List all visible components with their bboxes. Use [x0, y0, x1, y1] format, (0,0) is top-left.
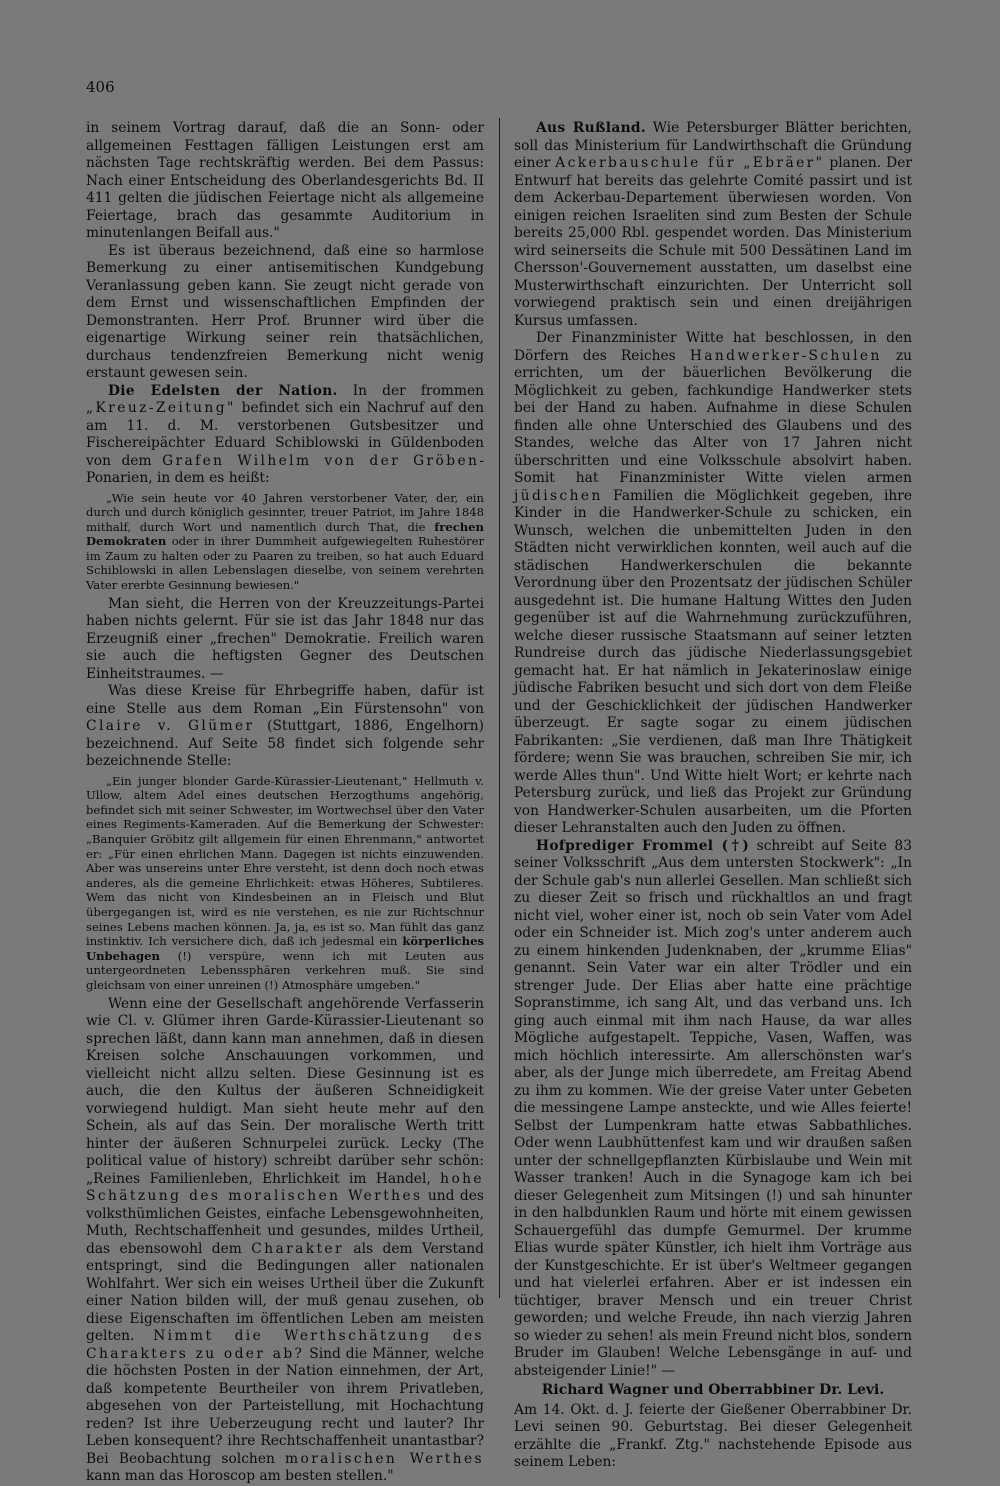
section-title: Richard Wagner und Oberrabbiner Dr. Levi.: [541, 1382, 885, 1398]
section-heading: Aus Rußland.: [536, 120, 646, 136]
block-quote: „Wie sein heute vor 40 Jahren verstorbener Vater, der, ein durch und durch königlich gesinnter, treuer Patriot, im Jahre 1848 mithalf, durch Wort und namentlich durch That, die frechen Demokraten oder in ihrer Dummheit aufgewiegelten Ruhestörer im Zaum zu halten oder zu Paaren zu treiben, so hat auch Eduard Schiblowski in allen Lebenslagen dieselbe, von seinem verehrten Vater ererbte Gesinnung bewiesen.": [86, 490, 484, 593]
paragraph: Wenn eine der Gesellschaft angehörende Verfasserin wie Cl. v. Glümer ihren Garde-Kürassier-Lieutenant so sprechen läßt, dann kann man annehmen, daß in diesen Kreisen solche Anschauungen vorkommen, und vielleicht nicht allzu selten. Diese Gesinnung ist es auch, die den Kultus der äußeren Schneidigkeit vorwiegend huldigt. Man sieht heute mehr auf den Schein, als auf das Sein. Der moralische Werth tritt hinter der äußeren Schnurpelei zurück. Lecky (The political value of history) schreibt darüber sehr schön: „Reines Familienleben, Ehrlichkeit im Handel, hohe Schätzung des moralischen Werthes und des volksthümlichen Geistes, einfache Lebensgewohnheiten, Muth, Rechtschaffenheit und gesundes, mildes Urtheil, das ebensowohl dem Charakter als dem Verstand entspringt, sind die Bedingungen aller nationalen Wohlfahrt. Wer sich ein weises Urtheil über die Zukunft einer Nation bilden will, der muß genau zusehen, ob diese Eigenschaften im öffentlichen Leben am meisten gelten. Nimmt die Werthschätzung des Charakters zu oder ab? Sind die Männer, welche die höchsten Posten in der Nation einnehmen, der Art, daß kompetente Beurtheiler von ihrem Privatleben, abgesehen von der Parteistellung, mit Hochachtung reden? Ist ihre Ueberzeugung recht und lauter? Ihr Leben konsequent? ihre Rechtschaffenheit unantastbar? Bei Beobachtung solchen moralischen Werthes kann man das Horoscop am besten stellen.": [86, 995, 485, 1485]
paragraph: Hofprediger Frommel (†) schreibt auf Seite 83 seiner Volksschrift „Aus dem untersten Stockwerk": „In der Schule gab's nun allerlei Gesellen. Man schließt sich zu dieser Zeit so frisch und rückhaltlos an und fragt nicht viel, woher einer ist, noch ob sein Vater vom Adel oder ein Schneider ist. Mich zog's unter anderem auch zu einem hinkenden Judenknaben, der „krumme Elias" genannt. Sein Vater war ein alter Trödler und ein strenger Jude. Der Elias aber hatte eine prächtige Sopranstimme, ich sang Alt, und das verband uns. Ich ging auch einmal mit ihm nach Hause, da war alles Mögliche aufgestapelt. Teppiche, Vasen, Waffen, was mich höchlich interessirte. Am allerschönsten war's aber, als der Junge mich überredete, am Freitag Abend zu ihm zu kommen. Wie der greise Vater unter Gebeten die messingene Lampe ansteckte, und wie Alles feierte! Selbst der Lumpenkram hatte etwas Sabbathliches. Oder wenn Laubhüttenfest kam und wir draußen saßen unter der schnellgepflanzten Kürbislaube und Wein mit Wasser tranken! Auch in die Synagoge kam ich bei dieser Gelegenheit zum Mitsingen (!) und sah hinunter in den halbdunklen Raum und hörte mit einem gewissen Schauergefühl das dumpfe Gemurmel. Der krumme Elias wurde später Künstler, ich hielt ihm Vorträge aus der Kunstgeschichte. Er ist über's Weltmeer gegangen und hat vielerlei erfahren. Aber er ist indessen ein tüchtiger, braver Mensch und ein treuer Christ geworden; und welche Freude, ihn nach vierzig Jahren so wieder zu sehen! als mein Freund nicht blos, sondern Bruder im Glauben! Welche Lebensgänge in auf- und absteigender Linie!" —: [514, 837, 912, 1379]
paragraph: Die Edelsten der Nation. In der frommen „Kreuz-Zeitung" befindet sich ein Nachruf auf den am 11. d. M. verstorbenen Gutsbesitzer und Fischereipächter Eduard Schiblowski in Güldenboden von dem Grafen Wilhelm von der Gröben-Ponarien, in dem es heißt:: [86, 382, 484, 486]
right-column: [514, 120, 912, 1472]
paragraph: Man sieht, die Herren von der Kreuzzeitungs-Partei haben nichts gelernt. Für sie ist das Jahr 1848 nur das Erzeugniß einer „frechen" Demokratie. Freilich waren sie auch die heftigsten Gegner des Deutschen Einheitstraumes. —: [86, 595, 484, 682]
column-rule: [499, 118, 500, 1298]
paragraph: Der Finanzminister Witte hat beschlossen, in den Dörfern des Reiches Handwerker-Schulen zu errichten, um der bäuerlichen Bevölkerung die Möglichkeit zu geben, fachkundige Handwerker stets bei der Hand zu haben. Aufnahme in diese Schulen finden alle ohne Unterschied des Glaubens und des Standes, welche das Alter von 17 Jahren nicht überschritten und eine Volksschule absolvirt haben. Somit hat Finanzminister Witte vielen armen jüdischen Familien die Möglichkeit gegeben, ihre Kinder in die Handwerker-Schule zu schicken, ein Wunsch, welchen die unbemittelten Juden in den Städten nicht verwirklichen konnten, weil auch auf die städischen Handwerkerschulen die bekannte Verordnung über den Prozentsatz der jüdischen Schüler ausgedehnt ist. Die humane Haltung Wittes den Juden gegenüber ist auf die Wahrnehmung zurückzuführen, welche dieser russische Staatsmann auf seiner letzten Rundreise durch das jüdische Niederlassungsgebiet gemacht hat. Er hat nämlich in Jekaterinoslaw einige jüdische Fabriken besucht und sich dort von dem Fleiße und der Geschicklichkeit der jüdischen Handwerker überzeugt. Er sagte sogar zu einem jüdischen Fabrikanten: „Sie verdienen, daß man Ihre Thätigkeit fördere; wenn Sie was brauchen, schreiben Sie mir, ich werde Alles thun". Und Witte hielt Wort; er kehrte nach Petersburg zurück, und ließ das Projekt zur Gründung von Handwerker-Schulen ausarbeiten, um die Pforten dieser Lehranstalten auch den Juden zu öffnen.: [514, 330, 913, 836]
block-quote: „Ein junger blonder Garde-Kürassier-Lieutenant," Hellmuth v. Ullow, altem Adel eines deutschen Herzogthums angehörig, befindet sich mit seiner Schwester, im Wortwechsel über den Vater eines Regiments-Kameraden. Auf die Bemerkung der Schwester: „Banquier Gröbitz gilt allgemein für einen Ehrenmann," antwortet er: „Für einen ehrlichen Mann. Dagegen ist nichts einzuwenden. Aber was unsereins unter Ehre versteht, ist denn doch noch etwas anderes, als die gemeine Ehrlichkeit: etwas Höheres, Subtileres. Wem das nicht von Kindesbeinen an in Fleisch und Blut übergegangen ist, wird es nie verstehen, es nie zur Richtschnur seines Lebens machen können. Ja, ja, es ist so. Man fühlt das ganz instinktiv. Ich versichere dich, daß ich jedesmal ein körperliches Unbehagen (!) verspüre, wenn ich mit Leuten aus untergeordneten Lebenssphären verkehren muß. Sie sind gleichsam von einer unreinen (!) Atmosphäre umgeben.": [86, 773, 484, 992]
paragraph: in seinem Vortrag darauf, daß die an Sonn- oder allgemeinen Festtagen fälligen Leistungen erst am nächsten Tage rechtskräftig werden. Bei dem Passus: Nach einer Entscheidung des Oberlandesgerichts Bd. II 411 gelten die jüdischen Feiertage nicht als allgemeine Feiertage, brach das gesammte Auditorium in minutenlangen Beifall aus.": [86, 120, 484, 241]
page-number: 406: [86, 78, 115, 96]
paragraph: Es ist überaus bezeichnend, daß eine so harmlose Bemerkung zu einer antisemitischen Kundgebung Veranlassung geben kann. Sie zeugt nicht gerade von dem Ernst und wissenschaftlichen Empfinden der Demonstranten. Herr Prof. Brunner wird über die eigenartige Wirkung seiner rein thatsächlichen, durchaus tendenzfreien Bemerkung nicht wenig erstaunt gewesen sein.: [86, 242, 484, 381]
section-heading: Die Edelsten der Nation.: [108, 382, 338, 399]
paragraph: Am 14. Okt. d. J. feierte der Gießener Oberrabbiner Dr. Levi seinen 90. Geburtstag. Bei dieser Gelegenheit erzählte die „Frankf. Ztg." nachstehende Episode aus seinem Leben:: [514, 1401, 912, 1470]
paragraph: Was diese Kreise für Ehrbegriffe haben, dafür ist eine Stelle aus dem Roman „Ein Fürstensohn" von Claire v. Glümer (Stuttgart, 1886, Engelhorn) bezeichnend. Auf Seite 58 findet sich folgende sehr bezeichnende Stelle:: [86, 683, 485, 770]
left-column: [86, 120, 484, 1486]
paragraph: Aus Rußland. Wie Petersburger Blätter berichten, soll das Ministerium für Landwirthschaft die Gründung einer Ackerbauschule für „Ebräer" planen. Der Entwurf hat bereits das gelehrte Comité passirt und ist dem Ackerbau-Departement überwiesen worden. Von einigen reichen Israeliten sind zum Besten der Schule bereits 25,000 Rbl. gespendet worden. Das Ministerium wird seinerseits die Schule mit 500 Dessätinen Land im Chersson'-Gouvernement ausstatten, um daselbst eine Musterwirthschaft einzurichten. Der Unterricht soll vorwiegend praktisch sein und einen dreijährigen Kursus umfassen.: [514, 120, 912, 329]
section-heading: Hofprediger Frommel (†): [536, 837, 750, 854]
